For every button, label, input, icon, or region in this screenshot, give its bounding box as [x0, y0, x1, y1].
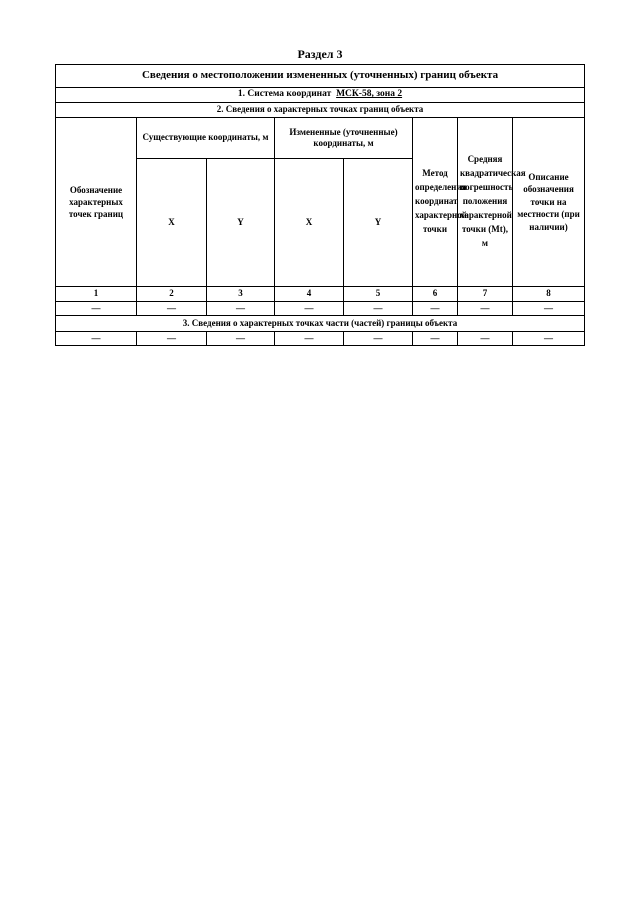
header-point-description: Описание обозначения точки на местности (при наличии) — [513, 118, 585, 287]
column-number: 8 — [513, 287, 585, 302]
header-x-existing: X — [137, 159, 207, 287]
cell-empty: — — [458, 332, 513, 346]
coord-system-label: 1. Система координат — [237, 89, 332, 100]
column-number: 3 — [207, 287, 275, 302]
column-number: 2 — [137, 287, 207, 302]
coord-system-value: МСК-58, зона 2 — [336, 89, 403, 100]
section-title: Раздел 3 — [297, 47, 343, 61]
cell-empty: — — [458, 302, 513, 316]
cell-empty: — — [413, 332, 458, 346]
cell-empty: — — [344, 332, 413, 346]
table-row — [56, 332, 585, 346]
cell-empty: — — [344, 302, 413, 316]
column-numbers-row — [56, 287, 585, 302]
cell-empty: — — [137, 332, 207, 346]
table-title: Сведения о местоположении измененных (уточненных) границ объекта — [56, 65, 585, 88]
header-mean-error: Средняя квадратическая погрешность положения характерной точки (Mt), м — [458, 118, 513, 287]
cell-empty: — — [513, 332, 585, 346]
table-row — [56, 302, 585, 316]
boundary-table — [55, 64, 585, 346]
column-number: 5 — [344, 287, 413, 302]
header-y-existing: Y — [207, 159, 275, 287]
cell-empty: — — [513, 302, 585, 316]
cell-empty: — — [275, 332, 344, 346]
coord-system-row — [56, 88, 585, 103]
column-number: 1 — [56, 287, 137, 302]
section3-label: 3. Сведения о характерных точках части (частей) границы объекта — [56, 316, 585, 332]
cell-empty: — — [207, 302, 275, 316]
header-y-changed: Y — [344, 159, 413, 287]
header-point-designation: Обозначение характерных точек границ — [56, 118, 137, 287]
header-method: Метод определения координат характерной точки — [413, 118, 458, 287]
cell-empty: — — [275, 302, 344, 316]
cell-empty: — — [56, 302, 137, 316]
column-number: 4 — [275, 287, 344, 302]
header-changed-coordinates: Измененные (уточненные) координаты, м — [275, 118, 413, 159]
cell-empty: — — [137, 302, 207, 316]
section2-label: 2. Сведения о характерных точках границ объекта — [56, 103, 585, 118]
cell-empty: — — [207, 332, 275, 346]
column-number: 7 — [458, 287, 513, 302]
column-number: 6 — [413, 287, 458, 302]
header-x-changed: X — [275, 159, 344, 287]
header-existing-coordinates: Существующие координаты, м — [137, 118, 275, 159]
cell-empty: — — [413, 302, 458, 316]
cell-empty: — — [56, 332, 137, 346]
